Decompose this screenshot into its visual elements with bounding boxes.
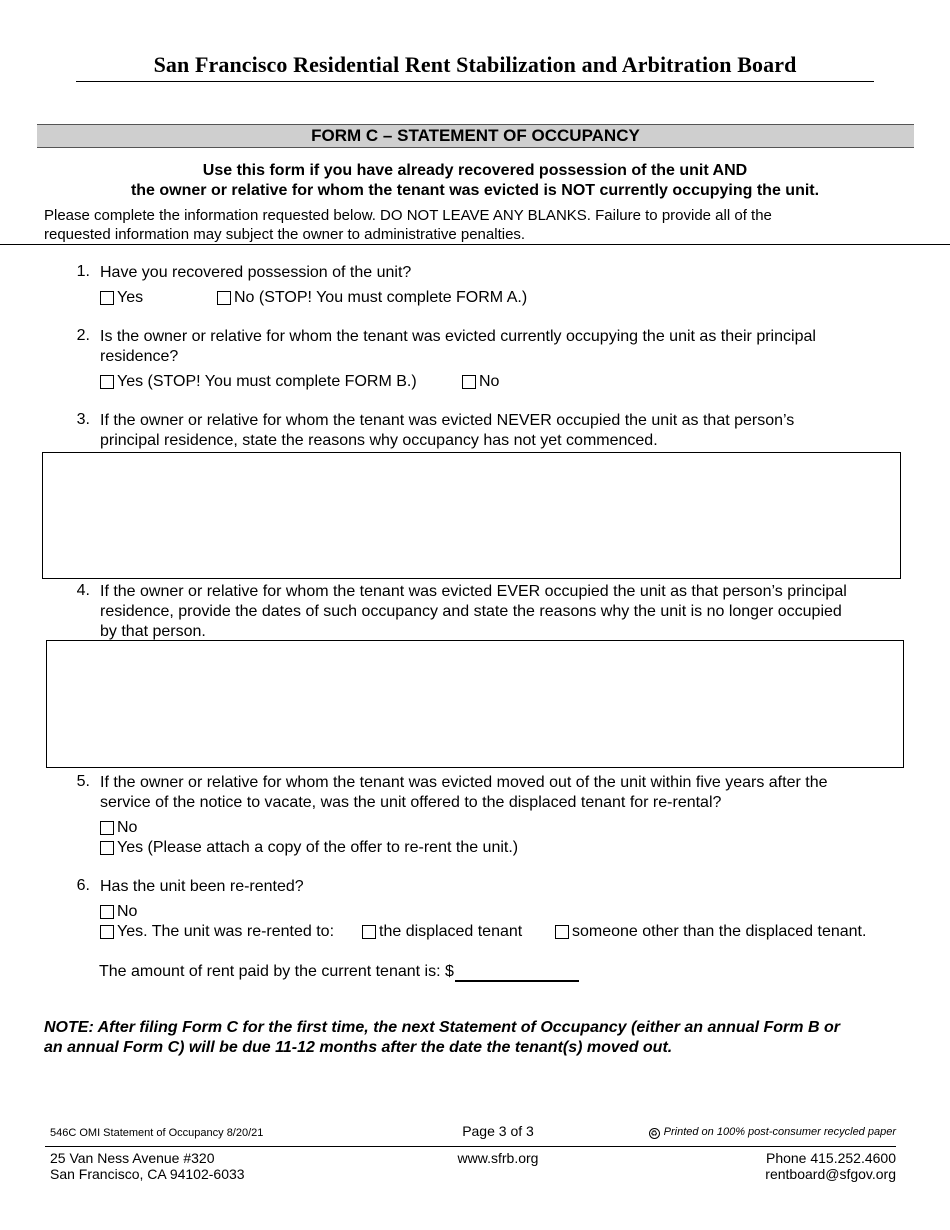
q6-option-no-label: No xyxy=(117,903,138,920)
checkbox-icon[interactable] xyxy=(100,291,114,305)
phone-number: Phone 415.252.4600 xyxy=(765,1150,896,1166)
q2-option-no-label: No xyxy=(479,373,500,390)
contact-info xyxy=(765,1150,896,1182)
form-title: FORM C – STATEMENT OF OCCUPANCY xyxy=(37,124,914,148)
email-link[interactable]: rentboard@sfgov.org xyxy=(765,1166,896,1182)
intro-line-1: Please complete the information requested below. DO NOT LEAVE ANY BLANKS. Failure to provide all of the xyxy=(44,207,772,224)
checkbox-icon[interactable] xyxy=(100,375,114,389)
q2-option-yes[interactable] xyxy=(100,373,417,391)
q6-option-other-label: someone other than the displaced tenant. xyxy=(572,923,867,940)
q6-number: 6. xyxy=(76,877,90,894)
filing-note-line-2: an annual Form C) will be due 11-12 months after the date the tenant(s) moved out. xyxy=(44,1039,673,1056)
q2-text-line-1: Is the owner or relative for whom the tenant was evicted currently occupying the unit as their principal xyxy=(100,328,816,345)
instruction-line-2: the owner or relative for whom the tenant was evicted is NOT currently occupying the unit. xyxy=(130,182,820,199)
q5-text-line-1: If the owner or relative for whom the tenant was evicted moved out of the unit within five years after the xyxy=(100,774,828,791)
q5-option-no[interactable] xyxy=(100,819,137,837)
q4-text-line-3: by that person. xyxy=(100,623,206,640)
q1-option-no[interactable] xyxy=(217,289,527,307)
q5-text-line-2: service of the notice to vacate, was the unit offered to the displaced tenant for re-rental? xyxy=(100,794,722,811)
recycle-icon: ♻ xyxy=(650,1129,658,1138)
recycled-note xyxy=(649,1126,896,1139)
checkbox-icon[interactable] xyxy=(362,925,376,939)
address-line-1: 25 Van Ness Avenue #320 xyxy=(50,1150,215,1166)
checkbox-icon[interactable] xyxy=(462,375,476,389)
q1-option-no-label: No (STOP! You must complete FORM A.) xyxy=(234,289,528,306)
q6-option-displaced-label: the displaced tenant xyxy=(379,923,523,940)
address-line-2: San Francisco, CA 94102-6033 xyxy=(50,1166,245,1182)
website-link[interactable]: www.sfrb.org xyxy=(457,1150,539,1166)
q3-text-line-1: If the owner or relative for whom the tenant was evicted NEVER occupied the unit as that person’s xyxy=(100,412,795,429)
q2-number: 2. xyxy=(76,327,90,344)
footer-rule xyxy=(45,1146,896,1147)
filing-note xyxy=(44,1018,914,1058)
q5-number: 5. xyxy=(76,773,90,790)
q5-option-yes-label: Yes (Please attach a copy of the offer to re-rent the unit.) xyxy=(117,839,519,856)
q6-rent-label: The amount of rent paid by the current tenant is: $ xyxy=(99,963,454,980)
q2-text-line-2: residence? xyxy=(100,348,179,365)
rent-amount-field[interactable] xyxy=(455,964,579,982)
q4-text-line-2: residence, provide the dates of such occupancy and state the reasons why the unit is no longer occupied xyxy=(100,603,842,620)
q3-number: 3. xyxy=(76,411,90,428)
q3-answer-box[interactable] xyxy=(42,452,901,579)
q5-option-yes[interactable] xyxy=(100,839,518,857)
org-title: San Francisco Residential Rent Stabilization and Arbitration Board xyxy=(153,52,797,77)
q6-option-no[interactable] xyxy=(100,903,137,921)
page-number: Page 3 of 3 xyxy=(462,1123,534,1139)
q6-option-yes-label: Yes. The unit was re-rented to: xyxy=(117,923,335,940)
q4-answer-box[interactable] xyxy=(46,640,904,768)
q1-text: Have you recovered possession of the unit? xyxy=(100,264,412,281)
q1-option-yes-label: Yes xyxy=(117,289,144,306)
q2-option-no[interactable] xyxy=(462,373,499,391)
q6-text: Has the unit been re-rented? xyxy=(100,878,304,895)
q2-option-yes-label: Yes (STOP! You must complete FORM B.) xyxy=(117,373,417,390)
checkbox-icon[interactable] xyxy=(555,925,569,939)
q1-option-yes[interactable] xyxy=(100,289,143,307)
checkbox-icon[interactable] xyxy=(100,925,114,939)
q4-text-line-1: If the owner or relative for whom the tenant was evicted EVER occupied the unit as that person’s principal xyxy=(100,583,847,600)
intro-line-2: requested information may subject the owner to administrative penalties. xyxy=(44,226,526,243)
filing-note-line-1: NOTE: After filing Form C for the first time, the next Statement of Occupancy (either an annual Form B or xyxy=(44,1019,840,1036)
checkbox-icon[interactable] xyxy=(100,905,114,919)
q1-number: 1. xyxy=(76,263,90,280)
q3-text-line-2: principal residence, state the reasons why occupancy has not yet commenced. xyxy=(100,432,658,449)
q6-option-other[interactable] xyxy=(555,923,866,941)
checkbox-icon[interactable] xyxy=(100,821,114,835)
instruction-line-1: Use this form if you have already recovered possession of the unit AND xyxy=(202,162,748,179)
recycled-note-text: Printed on 100% post-consumer recycled paper xyxy=(663,1126,896,1138)
q6-option-displaced[interactable] xyxy=(362,923,522,941)
q6-rent-row xyxy=(99,962,579,982)
q4-number: 4. xyxy=(76,582,90,599)
q6-option-yes[interactable] xyxy=(100,923,334,941)
intro-rule xyxy=(0,244,950,245)
header-rule xyxy=(76,81,874,82)
q5-option-no-label: No xyxy=(117,819,138,836)
checkbox-icon[interactable] xyxy=(217,291,231,305)
form-code: 546C OMI Statement of Occupancy 8/20/21 xyxy=(50,1127,264,1139)
checkbox-icon[interactable] xyxy=(100,841,114,855)
